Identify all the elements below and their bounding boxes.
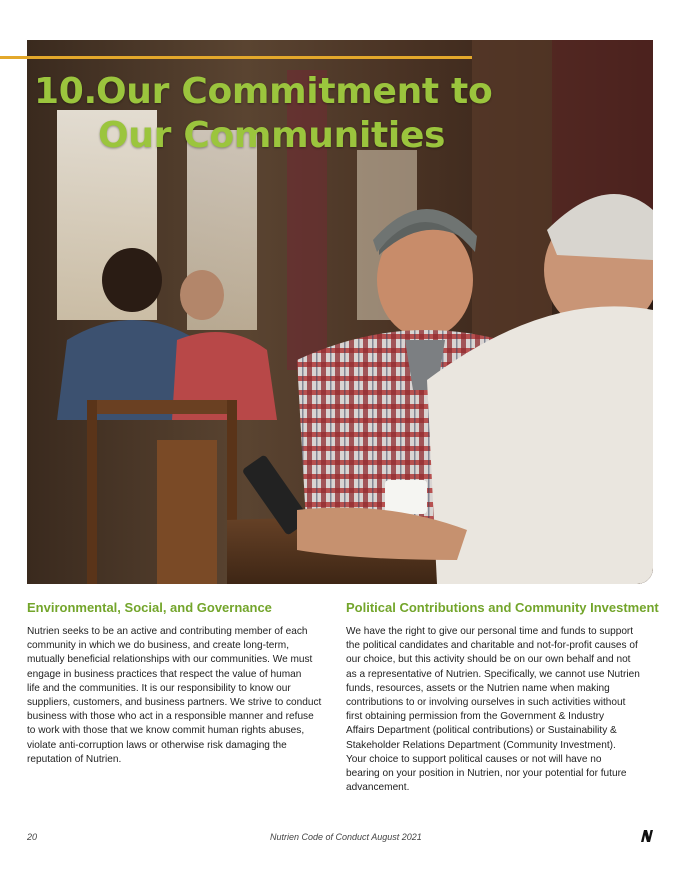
nutrien-logo-icon bbox=[639, 828, 655, 849]
body-line: bearing on your position in Nutrien, nor your potential for future bbox=[346, 768, 627, 780]
body-line: Nutrien seeks to be an active and contributing member of each bbox=[27, 626, 308, 637]
page-number: 20 bbox=[27, 832, 38, 842]
section-number: 10. bbox=[34, 71, 97, 112]
esg-heading: Environmental, Social, and Governance bbox=[27, 600, 272, 615]
body-line: contributions to or involving ourselves in such activities without bbox=[346, 697, 626, 709]
body-line: the political candidates and charitable and not-for-profit causes of bbox=[346, 640, 638, 652]
body-line: first obtaining permission from the Government & Industry bbox=[346, 711, 605, 723]
body-line: business with those who act in a responsible manner and refuse bbox=[27, 711, 314, 723]
body-line: violate anti-corruption laws or otherwise risk damaging the bbox=[27, 739, 287, 751]
page-title bbox=[34, 70, 492, 158]
political-contributions-section bbox=[346, 600, 659, 795]
esg-body bbox=[27, 625, 332, 767]
title-line-1: Our Commitment to bbox=[96, 71, 493, 112]
gold-accent-rule bbox=[0, 56, 472, 59]
esg-section bbox=[27, 600, 332, 767]
body-line: Your choice to support political causes or not will have no bbox=[346, 753, 602, 765]
body-line: to work with those that we know commit human rights abuses, bbox=[27, 725, 305, 737]
body-line: funds, resources, assets or the Nutrien name when making bbox=[346, 682, 610, 694]
body-line: as a representative of Nutrien. Specifically, we cannot use Nutrien bbox=[346, 668, 640, 680]
body-line: life and the communities. It is our responsibility to know our bbox=[27, 682, 291, 694]
body-line: advancement. bbox=[346, 782, 410, 794]
nutrien-logo-mark bbox=[639, 828, 655, 844]
body-line: suppliers, customers, and business partners. We strive to conduct bbox=[27, 697, 322, 709]
political-body bbox=[346, 625, 651, 795]
political-heading: Political Contributions and Community Investment bbox=[346, 600, 659, 615]
document-title: Nutrien Code of Conduct August 2021 bbox=[270, 832, 422, 842]
body-line: our choice, but this activity should be on our own behalf and not bbox=[346, 654, 631, 666]
body-line: Affairs Department (political contributions) or Sustainability & bbox=[346, 725, 617, 737]
body-line: We have the right to give our personal time and funds to support bbox=[346, 626, 634, 637]
body-line: Stakeholder Relations Department (Community Investment). bbox=[346, 739, 616, 751]
title-line-2: Our Communities bbox=[98, 115, 446, 156]
body-line: engage in business practices that respect the value of human bbox=[27, 668, 302, 680]
body-line: reputation of Nutrien. bbox=[27, 753, 122, 765]
body-line: mutually beneficial relationships with our communities. We must bbox=[27, 654, 313, 666]
body-line: community in which we do business, and create long-term, bbox=[27, 640, 289, 652]
